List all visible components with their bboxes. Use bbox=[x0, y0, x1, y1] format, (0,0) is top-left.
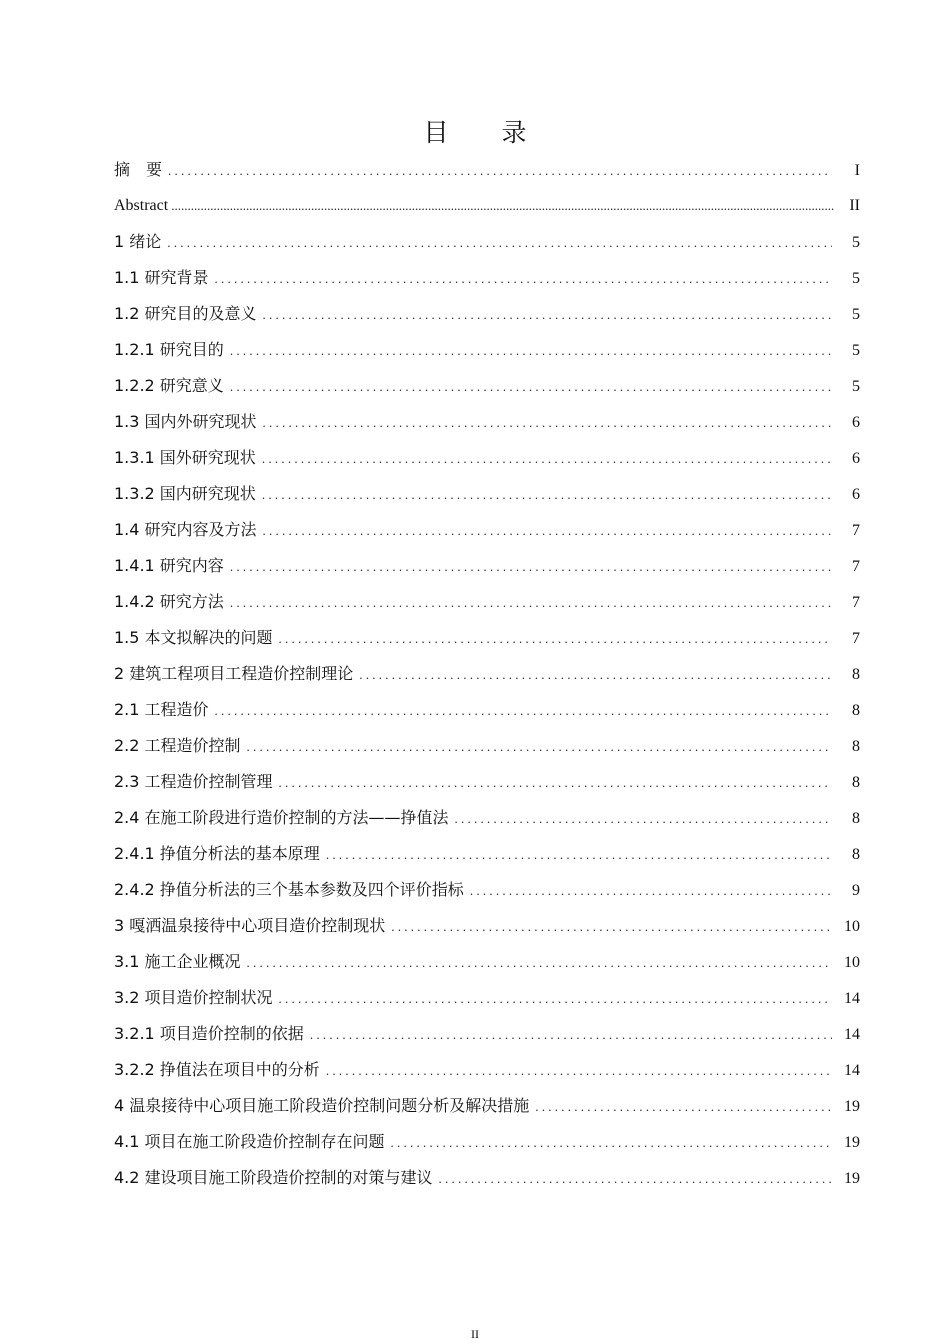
toc-leader-dots bbox=[263, 513, 832, 549]
toc-leader-dots bbox=[391, 1125, 832, 1161]
toc-entry-label: 3.2.2 挣值法在项目中的分析 bbox=[114, 1060, 320, 1079]
toc-entry-page: 5 bbox=[852, 306, 860, 323]
toc-leader-dots bbox=[215, 261, 832, 297]
toc-entry-page: 8 bbox=[852, 810, 860, 827]
toc-entry[interactable] bbox=[114, 1124, 860, 1160]
toc-entry-label: 1.3.2 国内研究现状 bbox=[114, 484, 256, 503]
toc-entry-page: 9 bbox=[852, 882, 860, 899]
page-title: 目 录 bbox=[423, 118, 541, 147]
toc-entry-page: 7 bbox=[852, 594, 860, 611]
toc-entry-page: 10 bbox=[844, 954, 860, 971]
toc-entry[interactable] bbox=[114, 1088, 860, 1124]
toc-entry[interactable] bbox=[114, 512, 860, 548]
toc-entry[interactable] bbox=[114, 1016, 860, 1052]
toc-entry-page: 19 bbox=[844, 1170, 860, 1187]
toc-entry[interactable] bbox=[114, 908, 860, 944]
toc-leader-dots bbox=[215, 693, 832, 729]
toc-entry-page: 5 bbox=[852, 234, 860, 251]
toc-entry-page: 8 bbox=[852, 846, 860, 863]
toc-leader-dots bbox=[168, 153, 832, 189]
toc-leader-dots bbox=[455, 801, 832, 837]
toc-entry-label: 1.4.1 研究内容 bbox=[114, 556, 224, 575]
toc-leader-dots bbox=[263, 297, 832, 333]
toc-entry[interactable] bbox=[114, 980, 860, 1016]
toc-entry-page: 6 bbox=[852, 414, 860, 431]
toc-entry-page: 14 bbox=[844, 1062, 860, 1079]
toc-entry-abstract-en[interactable] bbox=[114, 188, 860, 224]
toc-entry-page: 5 bbox=[852, 270, 860, 287]
toc-entry-page: 14 bbox=[844, 990, 860, 1007]
page-number: II bbox=[471, 1327, 479, 1341]
toc-entry-label: 4 温泉接待中心项目施工阶段造价控制问题分析及解决措施 bbox=[114, 1096, 530, 1115]
toc-leader-dots bbox=[470, 873, 832, 909]
toc-leader-dots bbox=[230, 549, 832, 585]
toc-leader-dots bbox=[326, 837, 832, 873]
toc-entry[interactable] bbox=[114, 224, 860, 260]
toc-entry-page: 8 bbox=[852, 774, 860, 791]
toc-entry-label: 1.4 研究内容及方法 bbox=[114, 520, 257, 539]
toc-entry-label: 3 嘎洒温泉接待中心项目造价控制现状 bbox=[114, 916, 386, 935]
toc-entry-label: 1.1 研究背景 bbox=[114, 268, 209, 287]
toc-entry-label: 1.2 研究目的及意义 bbox=[114, 304, 257, 323]
toc-leader-dots bbox=[310, 1017, 832, 1053]
toc-leader-dots bbox=[279, 621, 832, 657]
toc-entry-page: 8 bbox=[852, 738, 860, 755]
toc-entry-page: 7 bbox=[852, 630, 860, 647]
toc-entry-label: 摘 要 bbox=[114, 160, 163, 179]
toc-entry-label: 1.2.1 研究目的 bbox=[114, 340, 224, 359]
toc-entry-label: 1.3 国内外研究现状 bbox=[114, 412, 257, 431]
toc-entry-label: 1 绪论 bbox=[114, 232, 162, 251]
toc-entry[interactable] bbox=[114, 476, 860, 512]
toc-entry-page: 10 bbox=[844, 918, 860, 935]
toc-entry-page: 5 bbox=[852, 378, 860, 395]
toc-entry[interactable] bbox=[114, 332, 860, 368]
toc-entry-page: 5 bbox=[852, 342, 860, 359]
toc-leader-dots bbox=[535, 1089, 832, 1125]
toc-entry[interactable] bbox=[114, 692, 860, 728]
toc-leader-dots bbox=[262, 477, 832, 513]
toc-entry-label: 1.4.2 研究方法 bbox=[114, 592, 224, 611]
toc-entry-label: 1.3.1 国外研究现状 bbox=[114, 448, 256, 467]
toc-entry[interactable] bbox=[114, 1160, 860, 1196]
toc-entry-label: 2 建筑工程项目工程造价控制理论 bbox=[114, 664, 354, 683]
toc-entry[interactable] bbox=[114, 800, 860, 836]
toc-leader-dots bbox=[171, 188, 835, 224]
toc-entry[interactable] bbox=[114, 620, 860, 656]
toc-entry-page: 19 bbox=[844, 1134, 860, 1151]
toc-entry-label: 4.1 项目在施工阶段造价控制存在问题 bbox=[114, 1132, 385, 1151]
toc-entry-page: 6 bbox=[852, 450, 860, 467]
toc-entry-page: 7 bbox=[852, 522, 860, 539]
toc-leader-dots bbox=[247, 729, 832, 765]
toc-leader-dots bbox=[230, 585, 832, 621]
toc-entry-label: 2.1 工程造价 bbox=[114, 700, 209, 719]
toc-leader-dots bbox=[326, 1053, 832, 1089]
toc-entry-label: 2.4 在施工阶段进行造价控制的方法——挣值法 bbox=[114, 808, 449, 827]
toc-entry-label: 1.2.2 研究意义 bbox=[114, 376, 224, 395]
toc-entry[interactable] bbox=[114, 404, 860, 440]
toc-entry[interactable] bbox=[114, 944, 860, 980]
toc-entry-label: 3.2 项目造价控制状况 bbox=[114, 988, 273, 1007]
toc-entry[interactable] bbox=[114, 764, 860, 800]
toc-entry-page: 8 bbox=[852, 666, 860, 683]
toc-leader-dots bbox=[279, 765, 832, 801]
toc-leader-dots bbox=[279, 981, 832, 1017]
toc-entry[interactable] bbox=[114, 368, 860, 404]
toc-entry-label: 4.2 建设项目施工阶段造价控制的对策与建议 bbox=[114, 1168, 433, 1187]
toc-entry-page: 14 bbox=[844, 1026, 860, 1043]
toc-entry-label: 2.2 工程造价控制 bbox=[114, 736, 241, 755]
toc-leader-dots bbox=[247, 945, 832, 981]
toc-entry-page: 6 bbox=[852, 486, 860, 503]
table-of-contents bbox=[114, 152, 860, 1196]
toc-entry-page: 7 bbox=[852, 558, 860, 575]
toc-entry-page: I bbox=[854, 162, 860, 179]
toc-entry-label: Abstract bbox=[114, 197, 169, 214]
toc-entry-label: 1.5 本文拟解决的问题 bbox=[114, 628, 273, 647]
toc-leader-dots bbox=[262, 441, 832, 477]
toc-leader-dots bbox=[230, 369, 832, 405]
toc-entry[interactable] bbox=[114, 260, 860, 296]
toc-leader-dots bbox=[391, 909, 832, 945]
toc-entry-label: 2.3 工程造价控制管理 bbox=[114, 772, 273, 791]
toc-leader-dots bbox=[167, 225, 832, 261]
toc-entry[interactable] bbox=[114, 584, 860, 620]
toc-leader-dots bbox=[359, 657, 832, 693]
toc-entry[interactable] bbox=[114, 728, 860, 764]
toc-entry[interactable] bbox=[114, 656, 860, 692]
toc-entry[interactable] bbox=[114, 548, 860, 584]
toc-entry[interactable] bbox=[114, 440, 860, 476]
toc-entry-label: 2.4.2 挣值分析法的三个基本参数及四个评价指标 bbox=[114, 880, 464, 899]
toc-leader-dots bbox=[439, 1161, 832, 1197]
toc-entry-page: 8 bbox=[852, 702, 860, 719]
toc-entry[interactable] bbox=[114, 1052, 860, 1088]
toc-leader-dots bbox=[230, 333, 832, 369]
toc-entry[interactable] bbox=[114, 836, 860, 872]
toc-entry[interactable] bbox=[114, 872, 860, 908]
toc-leader-dots bbox=[263, 405, 832, 441]
toc-entry-label: 3.2.1 项目造价控制的依据 bbox=[114, 1024, 304, 1043]
toc-entry-label: 3.1 施工企业概况 bbox=[114, 952, 241, 971]
toc-entry-page: 19 bbox=[844, 1098, 860, 1115]
toc-entry-label: 2.4.1 挣值分析法的基本原理 bbox=[114, 844, 320, 863]
toc-entry-page: II bbox=[849, 197, 860, 214]
toc-entry-abstract-cn[interactable] bbox=[114, 152, 860, 188]
toc-entry[interactable] bbox=[114, 296, 860, 332]
